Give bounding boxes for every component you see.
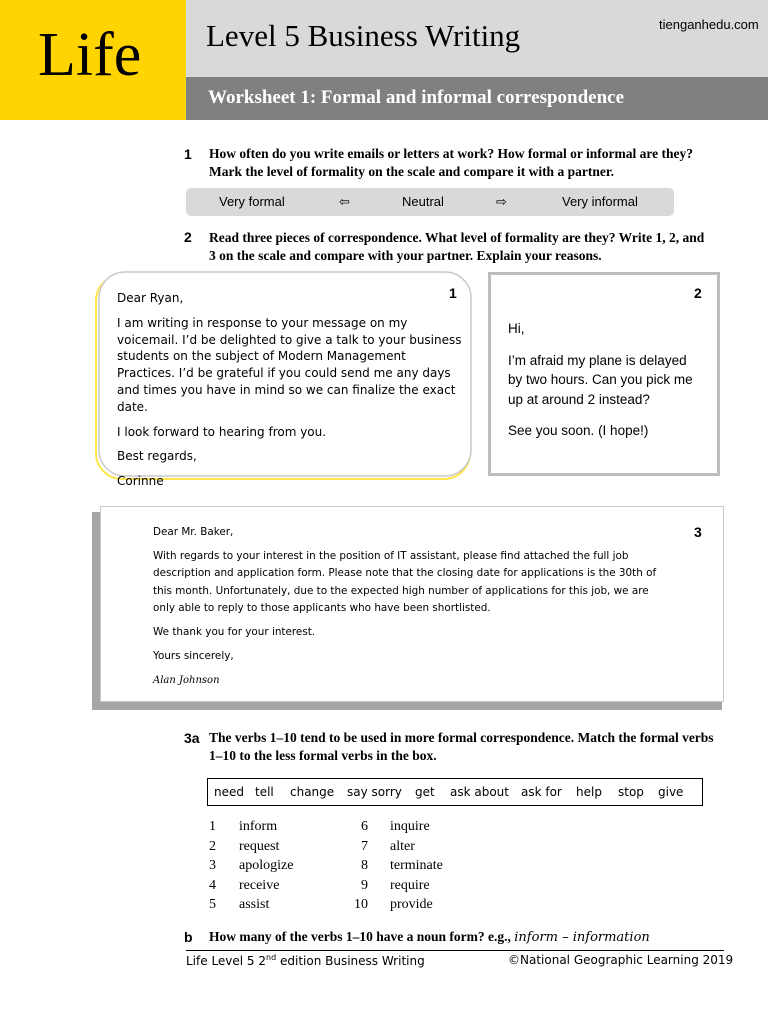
verb-number: 4 — [209, 878, 216, 893]
verb-box-item: stop — [618, 785, 644, 799]
scale-very-formal: Very formal — [219, 194, 285, 209]
letter-3-greeting: Dear Mr. Baker, — [153, 526, 234, 538]
verb-item: alter — [390, 839, 415, 854]
verb-item: inform — [239, 819, 278, 834]
verb-box-item: get — [415, 785, 435, 799]
scale-very-informal: Very informal — [562, 194, 638, 209]
letter-1-text — [117, 290, 462, 498]
question-2-text: Read three pieces of correspondence. What level of formality are they? Write 1, 2, and 3 on the scale and compare with your partner. Explain your reasons. — [209, 230, 705, 263]
footer-left — [186, 953, 425, 968]
letter-2-text — [508, 319, 704, 453]
site-url: tienganhedu.com — [659, 17, 759, 32]
verb-item: terminate — [390, 858, 443, 873]
verb-number: 8 — [361, 858, 368, 873]
question-1-text: How often do you write emails or letters at work? How formal or informal are they? Mark the level of formality on the scale and compare it with a partner. — [209, 146, 694, 179]
verb-box-item: ask for — [521, 785, 562, 799]
letter-2-greeting: Hi, — [508, 321, 525, 336]
letter-3-signature: Alan Johnson — [153, 675, 220, 687]
letter-1-closing-line: I look forward to hearing from you. — [117, 424, 327, 439]
footer-left-pre: Life Level 5 2 — [186, 954, 267, 968]
letter-1-body: I am writing in response to your message on my voicemail. I’d be delighted to give a talk to your business students on the subject of Modern Management Practices. I’d be grateful if you could send me any days and times you have in mind so we can finalize the exact date. — [117, 315, 462, 414]
letter-2-number: 2 — [694, 285, 702, 301]
verb-box-item: change — [290, 785, 335, 799]
question-1-number: 1 — [184, 146, 192, 162]
verb-number: 3 — [209, 858, 216, 873]
arrow-right-icon: ⇨ — [496, 194, 507, 209]
footer-rule — [186, 950, 724, 951]
question-b — [209, 929, 650, 945]
verb-box-item: need — [214, 785, 244, 799]
letter-1-greeting: Dear Ryan, — [117, 291, 184, 305]
verb-box — [207, 778, 703, 806]
formality-scale — [186, 188, 674, 216]
footer-left-post: edition Business Writing — [276, 954, 425, 968]
verb-item: request — [239, 839, 280, 854]
question-2-number: 2 — [184, 229, 192, 245]
verb-number: 9 — [361, 878, 368, 893]
verb-number: 10 — [354, 897, 368, 912]
verb-item: receive — [239, 878, 280, 893]
question-3a-text: The verbs 1–10 tend to be used in more formal correspondence. Match the formal verbs 1–10 to the less formal verbs in the box. — [209, 730, 714, 763]
letter-3-body: With regards to your interest in the position of IT assistant, please find attached the full job description and application form. Please note that the closing date for applications is the 30th of this month. Unfortunately, due to the expected high number of applications for this job, we are only able to reply to those applicants who have been shortlisted. — [153, 550, 657, 614]
letter-3-text — [153, 524, 673, 697]
footer-left-sup: nd — [266, 953, 277, 962]
footer-copyright: ©National Geographic Learning 2019 — [508, 953, 734, 967]
letter-1-signoff: Best regards, — [117, 449, 197, 464]
verb-box-item: give — [658, 785, 684, 799]
verb-box-item: ask about — [450, 785, 509, 799]
verb-item: apologize — [239, 858, 294, 873]
verb-number: 7 — [361, 839, 368, 854]
verb-item: assist — [239, 897, 270, 912]
verb-number: 5 — [209, 897, 216, 912]
scale-neutral: Neutral — [402, 194, 444, 209]
verb-box-item: help — [576, 785, 602, 799]
letter-2-closing: See you soon. (I hope!) — [508, 423, 649, 438]
arrow-left-icon: ⇦ — [339, 194, 350, 209]
question-3a-number: 3a — [184, 730, 200, 746]
verb-number: 1 — [209, 819, 216, 834]
verb-box-item: tell — [255, 785, 274, 799]
letter-1-name: Corinne — [117, 474, 164, 489]
letter-2-body: I’m afraid my plane is delayed by two hours. Can you pick me up at around 2 instead? — [508, 352, 693, 407]
verb-number: 2 — [209, 839, 216, 854]
verb-box-item: say sorry — [347, 785, 402, 799]
worksheet-title: Worksheet 1: Formal and informal correspondence — [208, 87, 625, 108]
logo: Life — [38, 21, 142, 89]
letter-1-number: 1 — [449, 285, 457, 301]
letter-3-thanks: We thank you for your interest. — [153, 626, 316, 639]
question-b-text: How many of the verbs 1–10 have a noun form? e.g., — [209, 929, 511, 944]
question-b-label: b — [184, 929, 193, 945]
letter-3-signoff: Yours sincerely, — [153, 650, 234, 663]
verb-number: 6 — [361, 819, 368, 834]
question-b-example: inform – information — [514, 930, 650, 945]
verb-item: provide — [390, 897, 433, 912]
verb-item: inquire — [390, 819, 430, 834]
letter-3-number: 3 — [694, 524, 702, 540]
page-title: Level 5 Business Writing — [206, 18, 521, 53]
verb-item: require — [390, 878, 430, 893]
